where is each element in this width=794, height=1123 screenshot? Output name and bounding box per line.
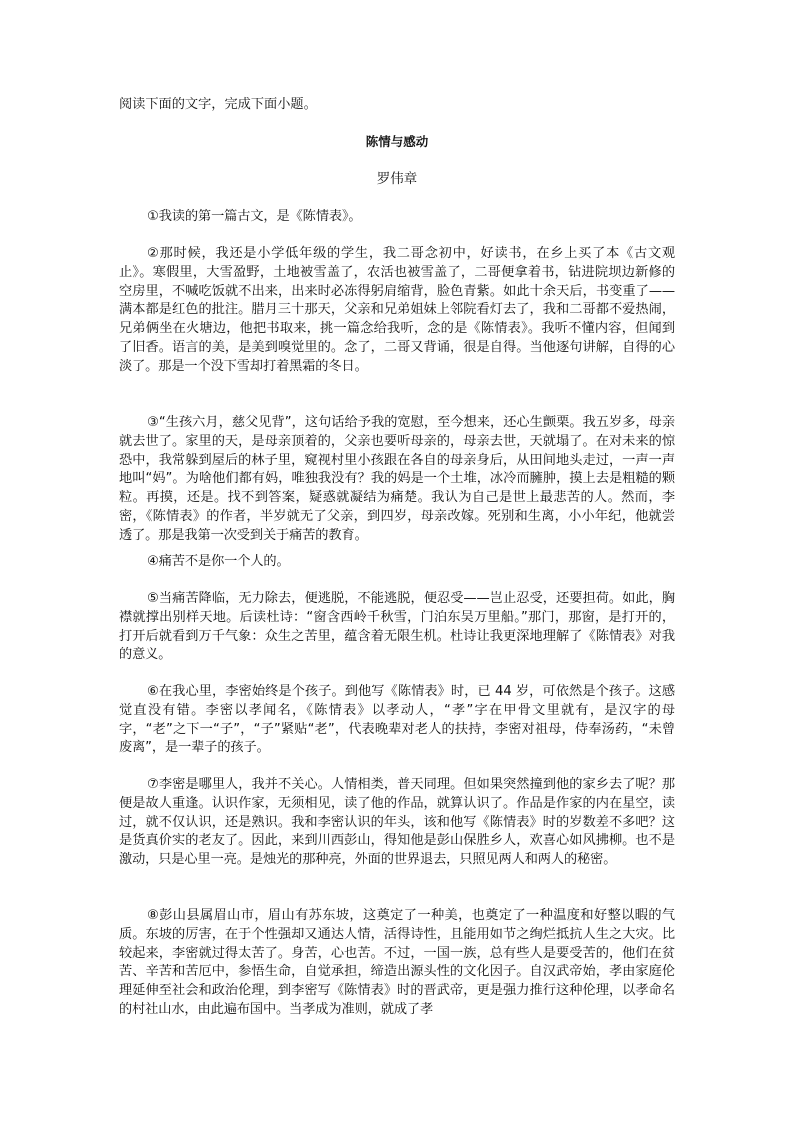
article-title: 陈情与感动 bbox=[365, 134, 429, 149]
article-author: 罗伟章 bbox=[376, 171, 418, 187]
paragraph-6: ⑥在我心里，李密始终是个孩子。到他写《陈情表》时，已 44 岁，可依然是个孩子。这感觉直没有错。李密以孝闻名，《陈情表》以孝动人，“孝”字在甲骨文里就有，是汉字的母字，“老”之下一“子”，“子”紧贴“老”，代表晚辈对老人的扶持，李密对祖母，侍奉汤药，“未曾废离”，是一辈子的孩子。 bbox=[119, 684, 675, 756]
paragraph-4: ④痛苦不是你一个人的。 bbox=[147, 554, 290, 569]
paragraph-7: ⑦李密是哪里人，我并不关心。人情相类，普天同理。但如果突然撞到他的家乡去了呢？那便是故人重逢。认识作家，无须相见，读了他的作品，就算认识了。作品是作家的内在星空，读过，就不仅认识，还是熟识。我和李密认识的年头，该和他写《陈情表》时的岁数差不多吧？这是货真价实的老友了。因此，来到川西彭山，得知他是彭山保胜乡人，欢喜心如风拂柳。也不是激动，只是心里一亮。是烛光的那种亮，外面的世界退去，只照见两人和两人的秘密。 bbox=[119, 777, 675, 868]
paragraph-1: ①我读的第一篇古文，是《陈情表》。 bbox=[147, 209, 362, 224]
paragraph-2: ②那时候，我还是小学低年级的学生，我二哥念初中，好读书，在乡上买了本《古文观止》。寒假里，大雪盈野，土地被雪盖了，农活也被雪盖了，二哥便拿着书，钻进院坝边新修的空房里，不喊吃饭就不出来，出来时必冻得躬肩缩背，脸色青紫。如此十余天后，书变重了——满本都是红色的批注。腊月三十那天，父亲和兄弟姐妹上邻院看灯去了，我和二哥都不爱热闹，兄弟俩坐在火塘边，他把书取来，挑一篇念给我听，念的是《陈情表》。我听不懂内容，但闻到了旧香。语言的美，是美到嗅觉里的。念了，二哥又背诵，很是自得。当他逐句讲解，自得的心淡了。那是一个没下雪却打着黑霜的冬日。 bbox=[119, 246, 675, 374]
paragraph-3: ③“生孩六月，慈父见背”，这句话给予我的宽慰，至今想来，还心生颤栗。我五岁多，母亲就去世了。家里的天，是母亲顶着的，父亲也要听母亲的，母亲去世，天就塌了。在对未来的惊恐中，我常躲到屋后的林子里，窥视村里小孩跟在各自的母亲身后，从田间地头走过，一声一声地叫“妈”。为啥他们都有妈，唯独我没有？我的妈是一个土堆，冰冷而臃肿，摸上去是粗糙的颗粒。再摸，还是。找不到答案，疑惑就凝结为痛楚。我认为自己是世上最悲苦的人。然而，李密，《陈情表》的作者，半岁就无了父亲，到四岁，母亲改嫁。死别和生离，小小年纪，他就尝透了。那是我第一次受到关于痛苦的教育。 bbox=[119, 415, 675, 543]
paragraph-8: ⑧彭山县属眉山市，眉山有苏东坡，这奠定了一种美，也奠定了一种温度和好整以暇的气质。东坡的厉害，在于个性强却又通达人情，活得诗性，且能用如节之绚烂抵抗人生之大灾。比较起来，李密就过得太苦了。身苦，心也苦。不过，一国一族，总有些人是要受苦的，他们在贫苦、辛苦和苦厄中，参悟生命，自觉承担，缔造出源头性的文化因子。自汉武帝始，孝由家庭伦理延伸至社会和政治伦理，到李密写《陈情表》时的晋武帝，更是强力推行这种伦理，以孝命名的村社山水，由此遍布国中。当孝成为准则，就成了孝 bbox=[119, 908, 675, 1017]
reading-instruction: 阅读下面的文字，完成下面小题。 bbox=[119, 97, 317, 112]
paragraph-5: ⑤当痛苦降临，无力除去，便逃脱，不能逃脱，便忍受——岂止忍受，还要担荷。如此，胸襟就撑出别样天地。后读杜诗：“窗含西岭千秋雪，门泊东吴万里船。”那门，那窗，是打开的，打开后就看到万千气象：众生之苦里，蕴含着无限生机。杜诗让我更深地理解了《陈情表》对我的意义。 bbox=[119, 591, 675, 663]
